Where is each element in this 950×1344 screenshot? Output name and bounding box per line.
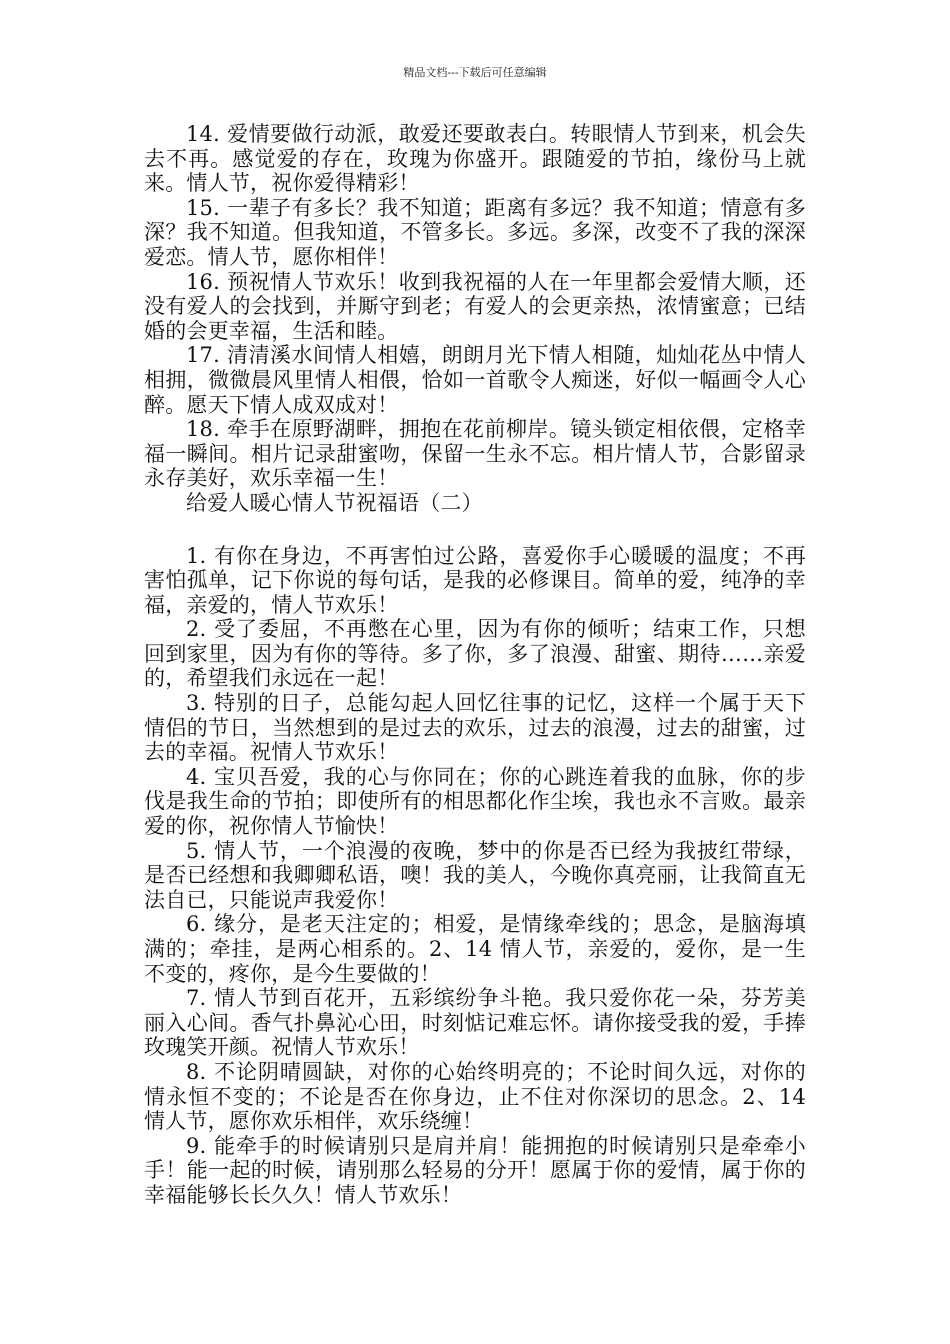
paragraph-9: 9. 能牵手的时候请别只是肩并肩！能拥抱的时候请别只是牵牵小手！能一起的时候，请别那么轻易的分开！愿属于你的爱情，属于你的幸福能够长长久久！情人节欢乐！ — [144, 1133, 806, 1207]
paragraph-8: 8. 不论阴晴圆缺，对你的心始终明亮的；不论时间久远，对你的情永恒不变的；不论是否在你身边，止不住对你深切的思念。2、14 情人节，愿你欢乐相伴，欢乐绕缠！ — [144, 1059, 806, 1134]
paragraph-7: 7. 情人节到百花开，五彩缤纷争斗艳。我只爱你花一朵，芬芳美丽入心间。香气扑鼻沁心田，时刻惦记难忘怀。请你接受我的爱，手捧玫瑰笑开颜。祝情人节欢乐！ — [144, 986, 806, 1060]
paragraph-6: 6. 缘分，是老天注定的；相爱，是情缘牵线的；思念，是脑海填满的；牵挂，是两心相系的。2、14 情人节，亲爱的，爱你，是一生不变的，疼你，是今生要做的！ — [144, 912, 806, 986]
section-spacer — [144, 516, 806, 544]
paragraph-1: 1. 有你在身边，不再害怕过公路，喜爱你手心暖暖的温度；不再害怕孤单，记下你说的每句话，是我的必修课目。简单的爱，纯净的幸福，亲爱的，情人节欢乐！ — [144, 543, 806, 617]
page-header: 精品文档---下载后可任意编辑 — [403, 66, 547, 79]
paragraph-18: 18. 牵手在原野湖畔，拥抱在花前柳岸。镜头锁定相依偎，定格幸福一瞬间。相片记录甜蜜吻，保留一生永不忘。相片情人节，合影留录永存美好，欢乐幸福一生！ — [144, 417, 806, 491]
paragraph-3: 3. 特别的日子，总能勾起人回忆往事的记忆，这样一个属于天下情侣的节日，当然想到的是过去的欢乐，过去的浪漫，过去的甜蜜，过去的幸福。祝情人节欢乐！ — [144, 691, 806, 765]
paragraph-17: 17. 清清溪水间情人相嬉，朗朗月光下情人相随，灿灿花丛中情人相拥，微微晨风里情人相偎，恰如一首歌令人痴迷，好似一幅画令人心醉。愿天下情人成双成对！ — [144, 343, 806, 417]
paragraph-2: 2. 受了委屈，不再憋在心里，因为有你的倾听；结束工作，只想回到家里，因为有你的等待。多了你，多了浪漫、甜蜜、期待……亲爱的，希望我们永远在一起！ — [144, 617, 806, 691]
paragraph-15: 15. 一辈子有多长？我不知道；距离有多远？我不知道；情意有多深？我不知道。但我知道，不管多长。多远。多深，改变不了我的深深爱恋。情人节，愿你相伴！ — [144, 195, 806, 269]
section-title: 给爱人暖心情人节祝福语（二） — [186, 490, 483, 515]
paragraph-4: 4. 宝贝吾爱，我的心与你同在；你的心跳连着我的血脉，你的步伐是我生命的节拍；即使所有的相思都化作尘埃，我也永不言败。最亲爱的你，祝你情人节愉快！ — [144, 764, 806, 839]
paragraph-5: 5. 情人节，一个浪漫的夜晚，梦中的你是否已经为我披红带绿，是否已经想和我卿卿私语，噢！我的美人，今晚你真亮丽，让我简直无法自已，只能说声我爱你！ — [144, 838, 806, 912]
paragraph-16: 16. 预祝情人节欢乐！收到我祝福的人在一年里都会爱情大顺，还没有爱人的会找到，并厮守到老；有爱人的会更亲热，浓情蜜意；已结婚的会更幸福，生活和睦。 — [144, 269, 806, 343]
paragraph-14: 14. 爱情要做行动派，敢爱还要敢表白。转眼情人节到来，机会失去不再。感觉爱的存在，玫瑰为你盛开。跟随爱的节拍，缘份马上就来。情人节，祝你爱得精彩！ — [144, 122, 806, 196]
document-body — [144, 122, 806, 1208]
